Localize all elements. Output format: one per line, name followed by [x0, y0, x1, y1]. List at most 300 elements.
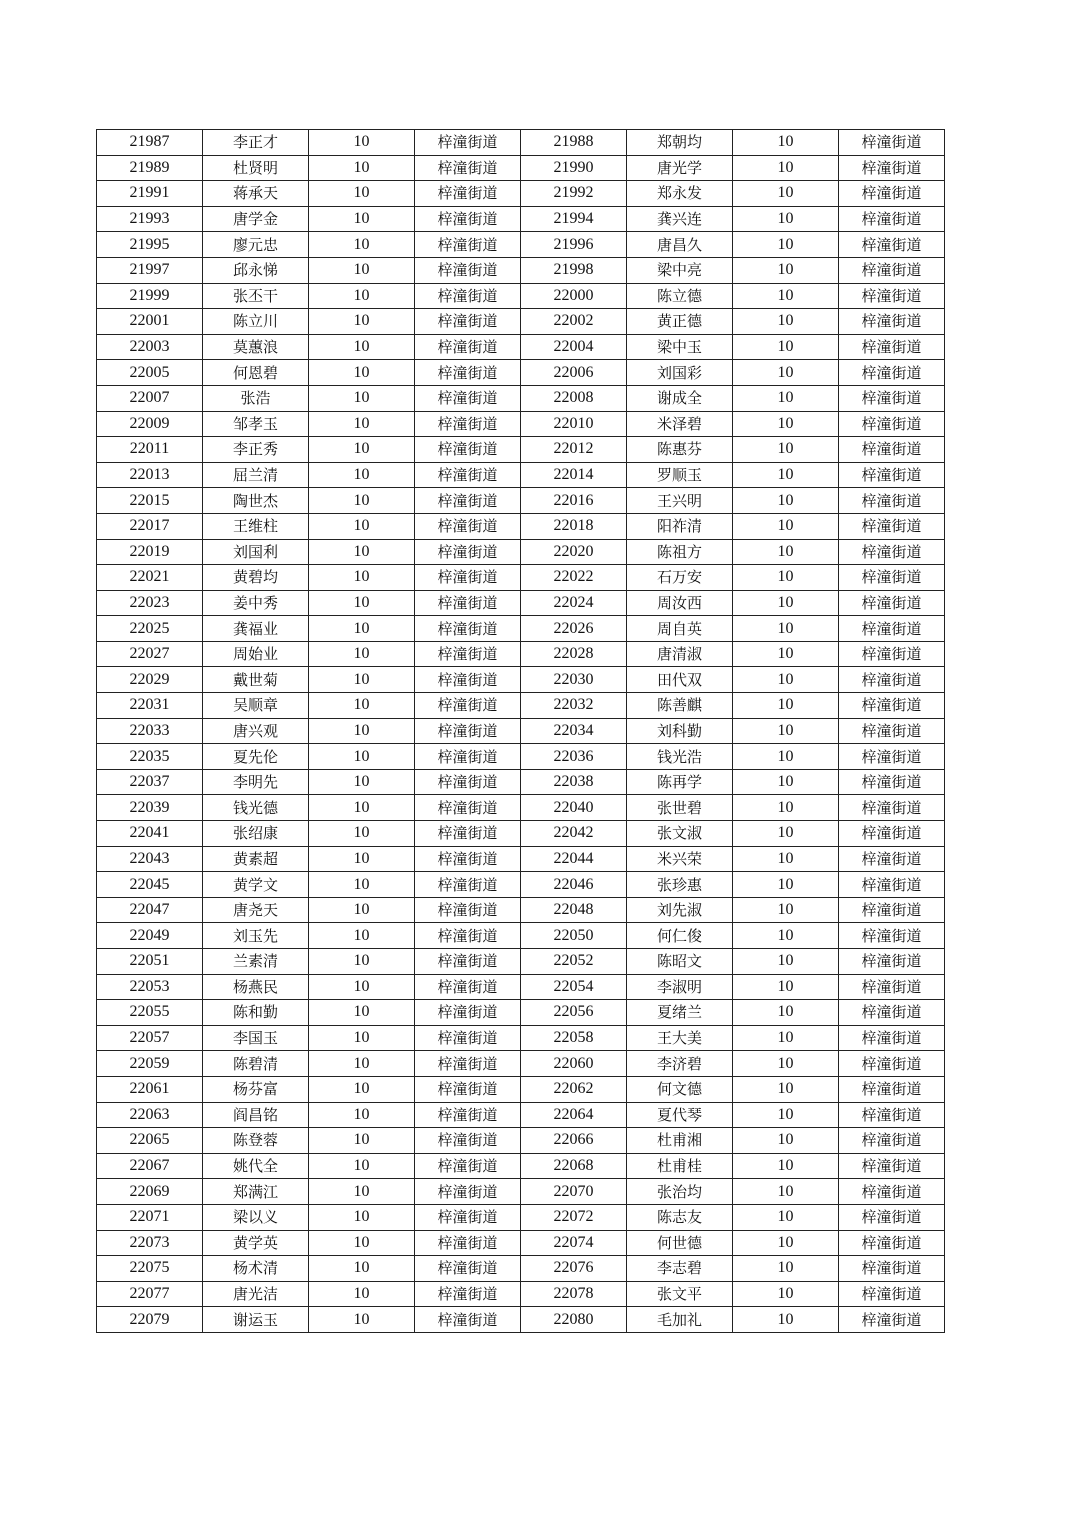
value-cell: 10 [733, 616, 839, 642]
name-cell: 邹孝玉 [203, 411, 309, 437]
name-cell: 郑满江 [203, 1179, 309, 1205]
value-cell: 10 [309, 1025, 415, 1051]
district-cell: 梓潼街道 [415, 232, 521, 258]
value-cell: 10 [733, 1025, 839, 1051]
value-cell: 10 [309, 513, 415, 539]
value-cell: 10 [309, 949, 415, 975]
table-row [97, 1128, 945, 1154]
district-cell: 梓潼街道 [415, 257, 521, 283]
name-cell: 何文德 [627, 1076, 733, 1102]
name-cell: 刘玉先 [203, 923, 309, 949]
district-cell: 梓潼街道 [839, 1230, 945, 1256]
name-cell: 梁以义 [203, 1204, 309, 1230]
id-cell: 22049 [97, 923, 203, 949]
id-cell: 21991 [97, 181, 203, 207]
id-cell: 22076 [521, 1256, 627, 1282]
value-cell: 10 [733, 1102, 839, 1128]
id-cell: 22023 [97, 590, 203, 616]
name-cell: 杨芬富 [203, 1076, 309, 1102]
value-cell: 10 [309, 206, 415, 232]
table-row [97, 360, 945, 386]
table-row [97, 309, 945, 335]
name-cell: 谢成全 [627, 385, 733, 411]
value-cell: 10 [309, 846, 415, 872]
name-cell: 梁中亮 [627, 257, 733, 283]
value-cell: 10 [309, 283, 415, 309]
id-cell: 22004 [521, 334, 627, 360]
name-cell: 毛加礼 [627, 1307, 733, 1333]
name-cell: 兰素清 [203, 949, 309, 975]
name-cell: 梁中玉 [627, 334, 733, 360]
value-cell: 10 [733, 565, 839, 591]
table-row [97, 1025, 945, 1051]
district-cell: 梓潼街道 [415, 130, 521, 156]
id-cell: 21998 [521, 257, 627, 283]
id-cell: 22045 [97, 872, 203, 898]
name-cell: 陈再学 [627, 769, 733, 795]
value-cell: 10 [733, 1256, 839, 1282]
id-cell: 22053 [97, 974, 203, 1000]
id-cell: 22055 [97, 1000, 203, 1026]
value-cell: 10 [309, 462, 415, 488]
name-cell: 陈和勤 [203, 1000, 309, 1026]
id-cell: 22017 [97, 513, 203, 539]
name-cell: 夏先伦 [203, 744, 309, 770]
name-cell: 莫蕙浪 [203, 334, 309, 360]
id-cell: 22024 [521, 590, 627, 616]
value-cell: 10 [733, 872, 839, 898]
id-cell: 22043 [97, 846, 203, 872]
id-cell: 22028 [521, 641, 627, 667]
district-cell: 梓潼街道 [415, 488, 521, 514]
value-cell: 10 [733, 693, 839, 719]
value-cell: 10 [309, 897, 415, 923]
table-row [97, 949, 945, 975]
district-cell: 梓潼街道 [839, 257, 945, 283]
name-cell: 李济碧 [627, 1051, 733, 1077]
table-row [97, 1230, 945, 1256]
district-cell: 梓潼街道 [415, 1179, 521, 1205]
value-cell: 10 [309, 1281, 415, 1307]
id-cell: 22057 [97, 1025, 203, 1051]
table-row [97, 769, 945, 795]
value-cell: 10 [309, 923, 415, 949]
id-cell: 21996 [521, 232, 627, 258]
name-cell: 阎昌铭 [203, 1102, 309, 1128]
district-cell: 梓潼街道 [839, 360, 945, 386]
name-cell: 何世德 [627, 1230, 733, 1256]
district-cell: 梓潼街道 [415, 590, 521, 616]
district-cell: 梓潼街道 [839, 616, 945, 642]
district-cell: 梓潼街道 [839, 130, 945, 156]
id-cell: 22052 [521, 949, 627, 975]
table-row [97, 1256, 945, 1282]
name-cell: 米泽碧 [627, 411, 733, 437]
name-cell: 邱永悌 [203, 257, 309, 283]
value-cell: 10 [733, 1281, 839, 1307]
table-row [97, 539, 945, 565]
district-cell: 梓潼街道 [839, 1179, 945, 1205]
name-cell: 杨术清 [203, 1256, 309, 1282]
value-cell: 10 [733, 1051, 839, 1077]
district-cell: 梓潼街道 [415, 565, 521, 591]
district-cell: 梓潼街道 [839, 283, 945, 309]
district-cell: 梓潼街道 [415, 872, 521, 898]
district-cell: 梓潼街道 [839, 872, 945, 898]
district-cell: 梓潼街道 [415, 539, 521, 565]
id-cell: 22038 [521, 769, 627, 795]
district-cell: 梓潼街道 [839, 641, 945, 667]
id-cell: 22000 [521, 283, 627, 309]
district-cell: 梓潼街道 [415, 1025, 521, 1051]
name-cell: 何恩碧 [203, 360, 309, 386]
id-cell: 22032 [521, 693, 627, 719]
table-row [97, 565, 945, 591]
id-cell: 22035 [97, 744, 203, 770]
name-cell: 戴世菊 [203, 667, 309, 693]
district-cell: 梓潼街道 [415, 360, 521, 386]
id-cell: 21997 [97, 257, 203, 283]
id-cell: 22054 [521, 974, 627, 1000]
district-cell: 梓潼街道 [415, 769, 521, 795]
id-cell: 22071 [97, 1204, 203, 1230]
id-cell: 22066 [521, 1128, 627, 1154]
id-cell: 22041 [97, 821, 203, 847]
value-cell: 10 [733, 257, 839, 283]
name-cell: 唐清淑 [627, 641, 733, 667]
district-cell: 梓潼街道 [415, 385, 521, 411]
district-cell: 梓潼街道 [839, 769, 945, 795]
table-row [97, 693, 945, 719]
table-row [97, 462, 945, 488]
name-cell: 黄学文 [203, 872, 309, 898]
id-cell: 22074 [521, 1230, 627, 1256]
value-cell: 10 [733, 283, 839, 309]
name-cell: 张文淑 [627, 821, 733, 847]
name-cell: 刘国彩 [627, 360, 733, 386]
id-cell: 21993 [97, 206, 203, 232]
id-cell: 22016 [521, 488, 627, 514]
value-cell: 10 [309, 488, 415, 514]
value-cell: 10 [309, 821, 415, 847]
id-cell: 22037 [97, 769, 203, 795]
name-cell: 黄正德 [627, 309, 733, 335]
name-cell: 唐学金 [203, 206, 309, 232]
district-cell: 梓潼街道 [839, 513, 945, 539]
value-cell: 10 [309, 539, 415, 565]
district-cell: 梓潼街道 [415, 846, 521, 872]
id-cell: 22022 [521, 565, 627, 591]
id-cell: 22036 [521, 744, 627, 770]
name-cell: 龚福业 [203, 616, 309, 642]
id-cell: 22003 [97, 334, 203, 360]
id-cell: 22034 [521, 718, 627, 744]
district-cell: 梓潼街道 [839, 232, 945, 258]
table-row [97, 846, 945, 872]
value-cell: 10 [733, 846, 839, 872]
table-row [97, 641, 945, 667]
district-cell: 梓潼街道 [415, 718, 521, 744]
district-cell: 梓潼街道 [415, 1281, 521, 1307]
id-cell: 22033 [97, 718, 203, 744]
id-cell: 21987 [97, 130, 203, 156]
id-cell: 22042 [521, 821, 627, 847]
value-cell: 10 [309, 334, 415, 360]
district-cell: 梓潼街道 [415, 1128, 521, 1154]
value-cell: 10 [733, 974, 839, 1000]
value-cell: 10 [733, 897, 839, 923]
table-row [97, 1000, 945, 1026]
value-cell: 10 [309, 1230, 415, 1256]
id-cell: 22005 [97, 360, 203, 386]
name-cell: 黄素超 [203, 846, 309, 872]
value-cell: 10 [733, 667, 839, 693]
id-cell: 22063 [97, 1102, 203, 1128]
name-cell: 张绍康 [203, 821, 309, 847]
id-cell: 22061 [97, 1076, 203, 1102]
value-cell: 10 [733, 411, 839, 437]
id-cell: 22014 [521, 462, 627, 488]
district-cell: 梓潼街道 [415, 334, 521, 360]
id-cell: 22079 [97, 1307, 203, 1333]
name-cell: 唐光学 [627, 155, 733, 181]
table-row [97, 795, 945, 821]
district-cell: 梓潼街道 [415, 744, 521, 770]
name-cell: 刘国利 [203, 539, 309, 565]
name-cell: 唐尧天 [203, 897, 309, 923]
district-cell: 梓潼街道 [415, 974, 521, 1000]
id-cell: 22078 [521, 1281, 627, 1307]
id-cell: 22020 [521, 539, 627, 565]
district-cell: 梓潼街道 [415, 1000, 521, 1026]
id-cell: 22007 [97, 385, 203, 411]
name-cell: 李淑明 [627, 974, 733, 1000]
district-cell: 梓潼街道 [415, 1153, 521, 1179]
name-cell: 杜甫湘 [627, 1128, 733, 1154]
name-cell: 姚代全 [203, 1153, 309, 1179]
name-cell: 唐昌久 [627, 232, 733, 258]
id-cell: 22077 [97, 1281, 203, 1307]
name-cell: 李正秀 [203, 437, 309, 463]
name-cell: 郑朝均 [627, 130, 733, 156]
name-cell: 陈昭文 [627, 949, 733, 975]
name-cell: 陈立德 [627, 283, 733, 309]
district-cell: 梓潼街道 [839, 1076, 945, 1102]
district-cell: 梓潼街道 [415, 949, 521, 975]
table-row [97, 1153, 945, 1179]
id-cell: 22002 [521, 309, 627, 335]
district-cell: 梓潼街道 [839, 155, 945, 181]
district-cell: 梓潼街道 [839, 488, 945, 514]
value-cell: 10 [309, 360, 415, 386]
value-cell: 10 [309, 309, 415, 335]
roster-table [96, 129, 945, 1333]
district-cell: 梓潼街道 [839, 1000, 945, 1026]
district-cell: 梓潼街道 [839, 437, 945, 463]
name-cell: 屈兰清 [203, 462, 309, 488]
name-cell: 李正才 [203, 130, 309, 156]
value-cell: 10 [733, 155, 839, 181]
id-cell: 21995 [97, 232, 203, 258]
value-cell: 10 [733, 206, 839, 232]
name-cell: 张浩 [203, 385, 309, 411]
name-cell: 姜中秀 [203, 590, 309, 616]
table-row [97, 1102, 945, 1128]
id-cell: 22040 [521, 795, 627, 821]
district-cell: 梓潼街道 [839, 949, 945, 975]
name-cell: 周始业 [203, 641, 309, 667]
table-row [97, 667, 945, 693]
value-cell: 10 [733, 795, 839, 821]
id-cell: 22072 [521, 1204, 627, 1230]
district-cell: 梓潼街道 [839, 1204, 945, 1230]
value-cell: 10 [309, 1256, 415, 1282]
id-cell: 22047 [97, 897, 203, 923]
district-cell: 梓潼街道 [415, 1256, 521, 1282]
value-cell: 10 [309, 411, 415, 437]
district-cell: 梓潼街道 [839, 1281, 945, 1307]
value-cell: 10 [309, 1051, 415, 1077]
id-cell: 22013 [97, 462, 203, 488]
name-cell: 陈惠芬 [627, 437, 733, 463]
id-cell: 22067 [97, 1153, 203, 1179]
name-cell: 唐光洁 [203, 1281, 309, 1307]
value-cell: 10 [733, 309, 839, 335]
district-cell: 梓潼街道 [415, 1051, 521, 1077]
id-cell: 22060 [521, 1051, 627, 1077]
id-cell: 22021 [97, 565, 203, 591]
id-cell: 21999 [97, 283, 203, 309]
id-cell: 22008 [521, 385, 627, 411]
district-cell: 梓潼街道 [415, 437, 521, 463]
value-cell: 10 [733, 1076, 839, 1102]
district-cell: 梓潼街道 [415, 667, 521, 693]
id-cell: 22069 [97, 1179, 203, 1205]
name-cell: 李志碧 [627, 1256, 733, 1282]
value-cell: 10 [309, 437, 415, 463]
table-row [97, 897, 945, 923]
name-cell: 杜贤明 [203, 155, 309, 181]
table-row [97, 1076, 945, 1102]
district-cell: 梓潼街道 [839, 1128, 945, 1154]
value-cell: 10 [309, 795, 415, 821]
name-cell: 钱光浩 [627, 744, 733, 770]
id-cell: 22064 [521, 1102, 627, 1128]
id-cell: 22026 [521, 616, 627, 642]
table-row [97, 1281, 945, 1307]
district-cell: 梓潼街道 [839, 1307, 945, 1333]
value-cell: 10 [733, 539, 839, 565]
name-cell: 郑永发 [627, 181, 733, 207]
name-cell: 陶世杰 [203, 488, 309, 514]
value-cell: 10 [309, 130, 415, 156]
roster-table-body [97, 130, 945, 1333]
name-cell: 杨燕民 [203, 974, 309, 1000]
value-cell: 10 [309, 257, 415, 283]
name-cell: 陈碧清 [203, 1051, 309, 1077]
id-cell: 22050 [521, 923, 627, 949]
district-cell: 梓潼街道 [415, 616, 521, 642]
id-cell: 22015 [97, 488, 203, 514]
id-cell: 22048 [521, 897, 627, 923]
value-cell: 10 [733, 488, 839, 514]
id-cell: 22010 [521, 411, 627, 437]
value-cell: 10 [309, 1102, 415, 1128]
id-cell: 22025 [97, 616, 203, 642]
district-cell: 梓潼街道 [839, 385, 945, 411]
name-cell: 张文平 [627, 1281, 733, 1307]
district-cell: 梓潼街道 [415, 693, 521, 719]
name-cell: 田代双 [627, 667, 733, 693]
district-cell: 梓潼街道 [839, 309, 945, 335]
value-cell: 10 [733, 1179, 839, 1205]
value-cell: 10 [309, 974, 415, 1000]
table-row [97, 206, 945, 232]
id-cell: 22059 [97, 1051, 203, 1077]
name-cell: 陈祖方 [627, 539, 733, 565]
table-row [97, 923, 945, 949]
value-cell: 10 [309, 181, 415, 207]
table-row [97, 334, 945, 360]
district-cell: 梓潼街道 [415, 411, 521, 437]
name-cell: 陈立川 [203, 309, 309, 335]
name-cell: 夏代琴 [627, 1102, 733, 1128]
value-cell: 10 [309, 641, 415, 667]
value-cell: 10 [733, 718, 839, 744]
district-cell: 梓潼街道 [415, 821, 521, 847]
district-cell: 梓潼街道 [839, 590, 945, 616]
district-cell: 梓潼街道 [839, 667, 945, 693]
value-cell: 10 [733, 1000, 839, 1026]
value-cell: 10 [309, 718, 415, 744]
table-row [97, 130, 945, 156]
name-cell: 米兴荣 [627, 846, 733, 872]
name-cell: 何仁俊 [627, 923, 733, 949]
name-cell: 王大美 [627, 1025, 733, 1051]
name-cell: 罗顺玉 [627, 462, 733, 488]
value-cell: 10 [733, 360, 839, 386]
value-cell: 10 [733, 1128, 839, 1154]
district-cell: 梓潼街道 [839, 693, 945, 719]
value-cell: 10 [733, 181, 839, 207]
value-cell: 10 [733, 462, 839, 488]
value-cell: 10 [733, 1204, 839, 1230]
name-cell: 吴顺章 [203, 693, 309, 719]
id-cell: 22051 [97, 949, 203, 975]
name-cell: 刘先淑 [627, 897, 733, 923]
table-row [97, 513, 945, 539]
district-cell: 梓潼街道 [415, 181, 521, 207]
table-row [97, 821, 945, 847]
name-cell: 廖元忠 [203, 232, 309, 258]
name-cell: 石万安 [627, 565, 733, 591]
name-cell: 阳祚清 [627, 513, 733, 539]
name-cell: 张世碧 [627, 795, 733, 821]
value-cell: 10 [309, 667, 415, 693]
name-cell: 周自英 [627, 616, 733, 642]
district-cell: 梓潼街道 [839, 334, 945, 360]
table-row [97, 1307, 945, 1333]
value-cell: 10 [733, 641, 839, 667]
value-cell: 10 [309, 693, 415, 719]
district-cell: 梓潼街道 [839, 923, 945, 949]
value-cell: 10 [733, 590, 839, 616]
name-cell: 唐兴观 [203, 718, 309, 744]
district-cell: 梓潼街道 [415, 1102, 521, 1128]
name-cell: 王维柱 [203, 513, 309, 539]
name-cell: 刘科勤 [627, 718, 733, 744]
value-cell: 10 [309, 1204, 415, 1230]
